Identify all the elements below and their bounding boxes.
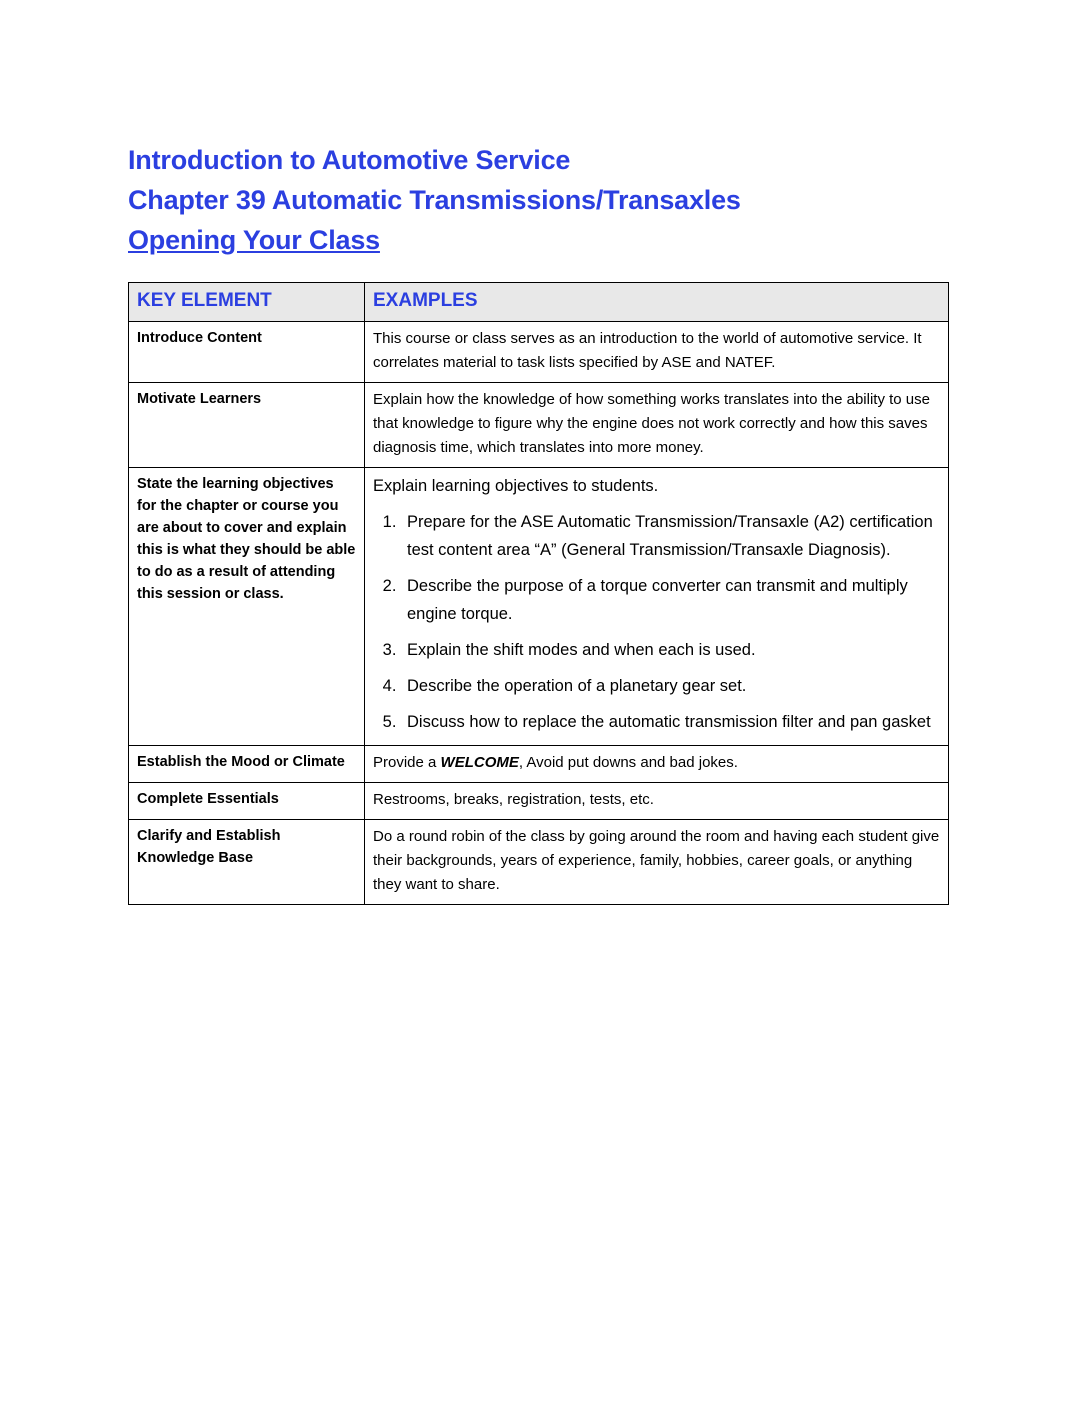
key-element-table [128, 282, 949, 905]
table-row [129, 783, 949, 820]
list-item: 5. Discuss how to replace the automatic transmission filter and pan gasket [401, 708, 940, 736]
document-content [128, 140, 960, 905]
key-element-cell: State the learning objectives for the chapter or course you are about to cover and explain this is what they should be able to do as a result of attending this session or class. [129, 468, 365, 746]
example-text-suffix: , Avoid put downs and bad jokes. [518, 754, 738, 771]
column-header-examples: EXAMPLES [365, 283, 949, 322]
list-item: 2. Describe the purpose of a torque converter can transmit and multiply engine torque. [401, 572, 940, 628]
table-row [129, 383, 949, 468]
key-element-cell: Establish the Mood or Climate [129, 746, 365, 783]
table-header-row [129, 283, 949, 322]
title-line-1: Introduction to Automotive Service [128, 145, 571, 175]
objectives-list [373, 508, 940, 736]
example-cell: Explain how the knowledge of how something works translates into the ability to use that knowledge to figure why the engine does not work correctly and how this saves diagnosis time, which translates into more money. [365, 383, 949, 468]
key-element-cell: Clarify and Establish Knowledge Base [129, 820, 365, 905]
welcome-emphasis: WELCOME [440, 754, 519, 771]
table-row [129, 820, 949, 905]
table-row [129, 322, 949, 383]
objectives-intro: Explain learning objectives to students. [373, 477, 659, 495]
page-title [128, 140, 960, 260]
example-cell: Restrooms, breaks, registration, tests, etc. [365, 783, 949, 820]
title-line-2: Chapter 39 Automatic Transmissions/Transaxles [128, 185, 741, 215]
key-element-cell: Complete Essentials [129, 783, 365, 820]
table-row [129, 468, 949, 746]
example-cell: Do a round robin of the class by going around the room and having each student give their backgrounds, years of experience, family, hobbies, career goals, or anything they want to share. [365, 820, 949, 905]
list-item: 1. Prepare for the ASE Automatic Transmission/Transaxle (A2) certification test content area “A” (General Transmission/Transaxle Diagnosis). [401, 508, 940, 564]
example-cell [365, 746, 949, 783]
list-item: 4. Describe the operation of a planetary gear set. [401, 672, 940, 700]
key-element-cell: Motivate Learners [129, 383, 365, 468]
example-cell: This course or class serves as an introduction to the world of automotive service. It correlates material to task lists specified by ASE and NATEF. [365, 322, 949, 383]
list-item: 3. Explain the shift modes and when each is used. [401, 636, 940, 664]
example-cell [365, 468, 949, 746]
column-header-key-element: KEY ELEMENT [129, 283, 365, 322]
table-row [129, 746, 949, 783]
example-text-prefix: Provide a [373, 754, 441, 771]
title-line-3: Opening Your Class [128, 225, 380, 255]
key-element-cell: Introduce Content [129, 322, 365, 383]
